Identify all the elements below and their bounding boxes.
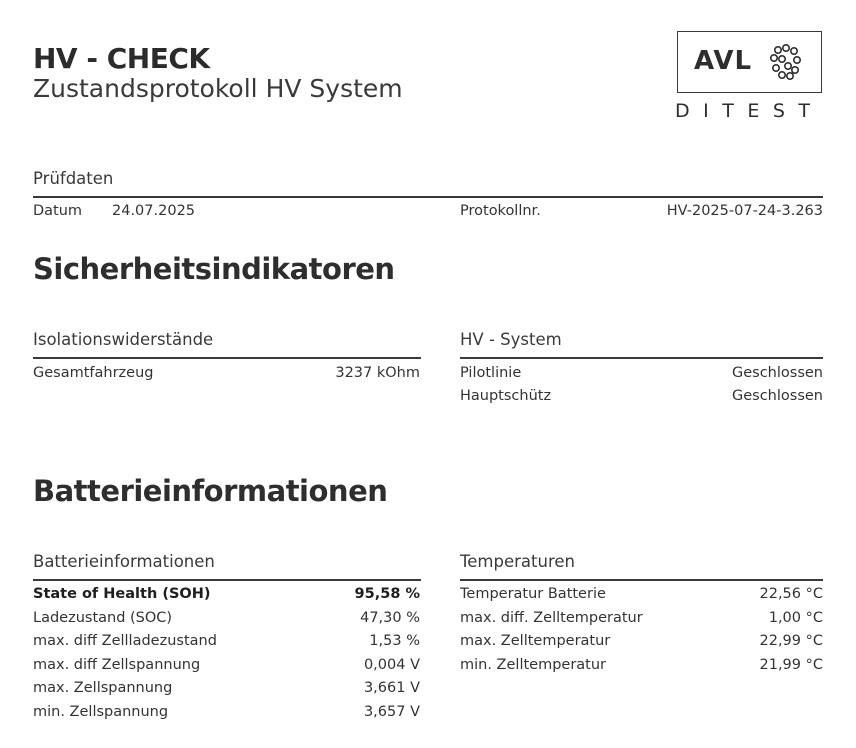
batterie-info-rule: [33, 579, 421, 581]
hv-system-label: HV - System: [460, 330, 562, 349]
temp-row-value: 22,56 °C: [759, 586, 823, 602]
isolation-row-name: Gesamtfahrzeug: [33, 365, 154, 381]
batt-row-name: Ladezustand (SOC): [33, 610, 173, 626]
temp-row-name: max. Zelltemperatur: [460, 633, 611, 649]
batt-row-value: 47,30 %: [360, 610, 420, 626]
batt-row-value: 0,004 V: [363, 657, 420, 673]
isolation-row-value: 3237 kOhm: [335, 365, 420, 381]
batt-row-name: State of Health (SOH): [33, 586, 211, 602]
batt-row-name: min. Zellspannung: [33, 704, 169, 720]
hv-row-name: Pilotlinie: [460, 365, 522, 381]
protokoll-label: Protokollnr.: [460, 203, 541, 219]
pruefdaten-label: Prüfdaten: [33, 169, 114, 188]
batt-row-value: 95,58 %: [354, 586, 420, 602]
logo-text: AVL: [694, 46, 753, 76]
report-title: HV - CHECK: [33, 42, 210, 75]
datum-value: 24.07.2025: [112, 203, 196, 219]
batterie-heading: Batterieinformationen: [33, 474, 388, 508]
temperaturen-rule: [460, 579, 823, 581]
logo-snowflake-icon: [766, 42, 806, 82]
batt-row-name: max. Zellspannung: [33, 680, 173, 696]
temp-row-value: 22,99 °C: [759, 633, 823, 649]
sicherheit-heading: Sicherheitsindikatoren: [33, 252, 395, 286]
batt-row-value: 3,661 V: [363, 680, 420, 696]
hv-system-rule: [460, 357, 823, 359]
batterie-info-label: Batterieinformationen: [33, 552, 215, 571]
pruefdaten-rule: [33, 196, 823, 198]
temperaturen-label: Temperaturen: [460, 552, 575, 571]
hv-row-value: Geschlossen: [732, 365, 823, 381]
temp-row-value: 21,99 °C: [759, 657, 823, 673]
batt-row-value: 1,53 %: [369, 633, 420, 649]
temp-row-name: max. diff. Zelltemperatur: [460, 610, 643, 626]
avl-logo: [677, 31, 822, 93]
batt-row-value: 3,657 V: [363, 704, 420, 720]
hv-row-value: Geschlossen: [732, 388, 823, 404]
report-subtitle: Zustandsprotokoll HV System: [33, 74, 403, 103]
batt-row-name: max. diff Zellladezustand: [33, 633, 217, 649]
temp-row-name: Temperatur Batterie: [460, 586, 606, 602]
isolation-label: Isolationswiderstände: [33, 330, 214, 349]
logo-subtext: DITEST: [675, 100, 824, 122]
temp-row-name: min. Zelltemperatur: [460, 657, 607, 673]
protokoll-value: HV-2025-07-24-3.263: [666, 203, 823, 219]
hv-row-name: Hauptschütz: [460, 388, 552, 404]
isolation-rule: [33, 357, 421, 359]
temp-row-value: 1,00 °C: [768, 610, 823, 626]
datum-label: Datum: [33, 203, 83, 219]
batt-row-name: max. diff Zellspannung: [33, 657, 201, 673]
